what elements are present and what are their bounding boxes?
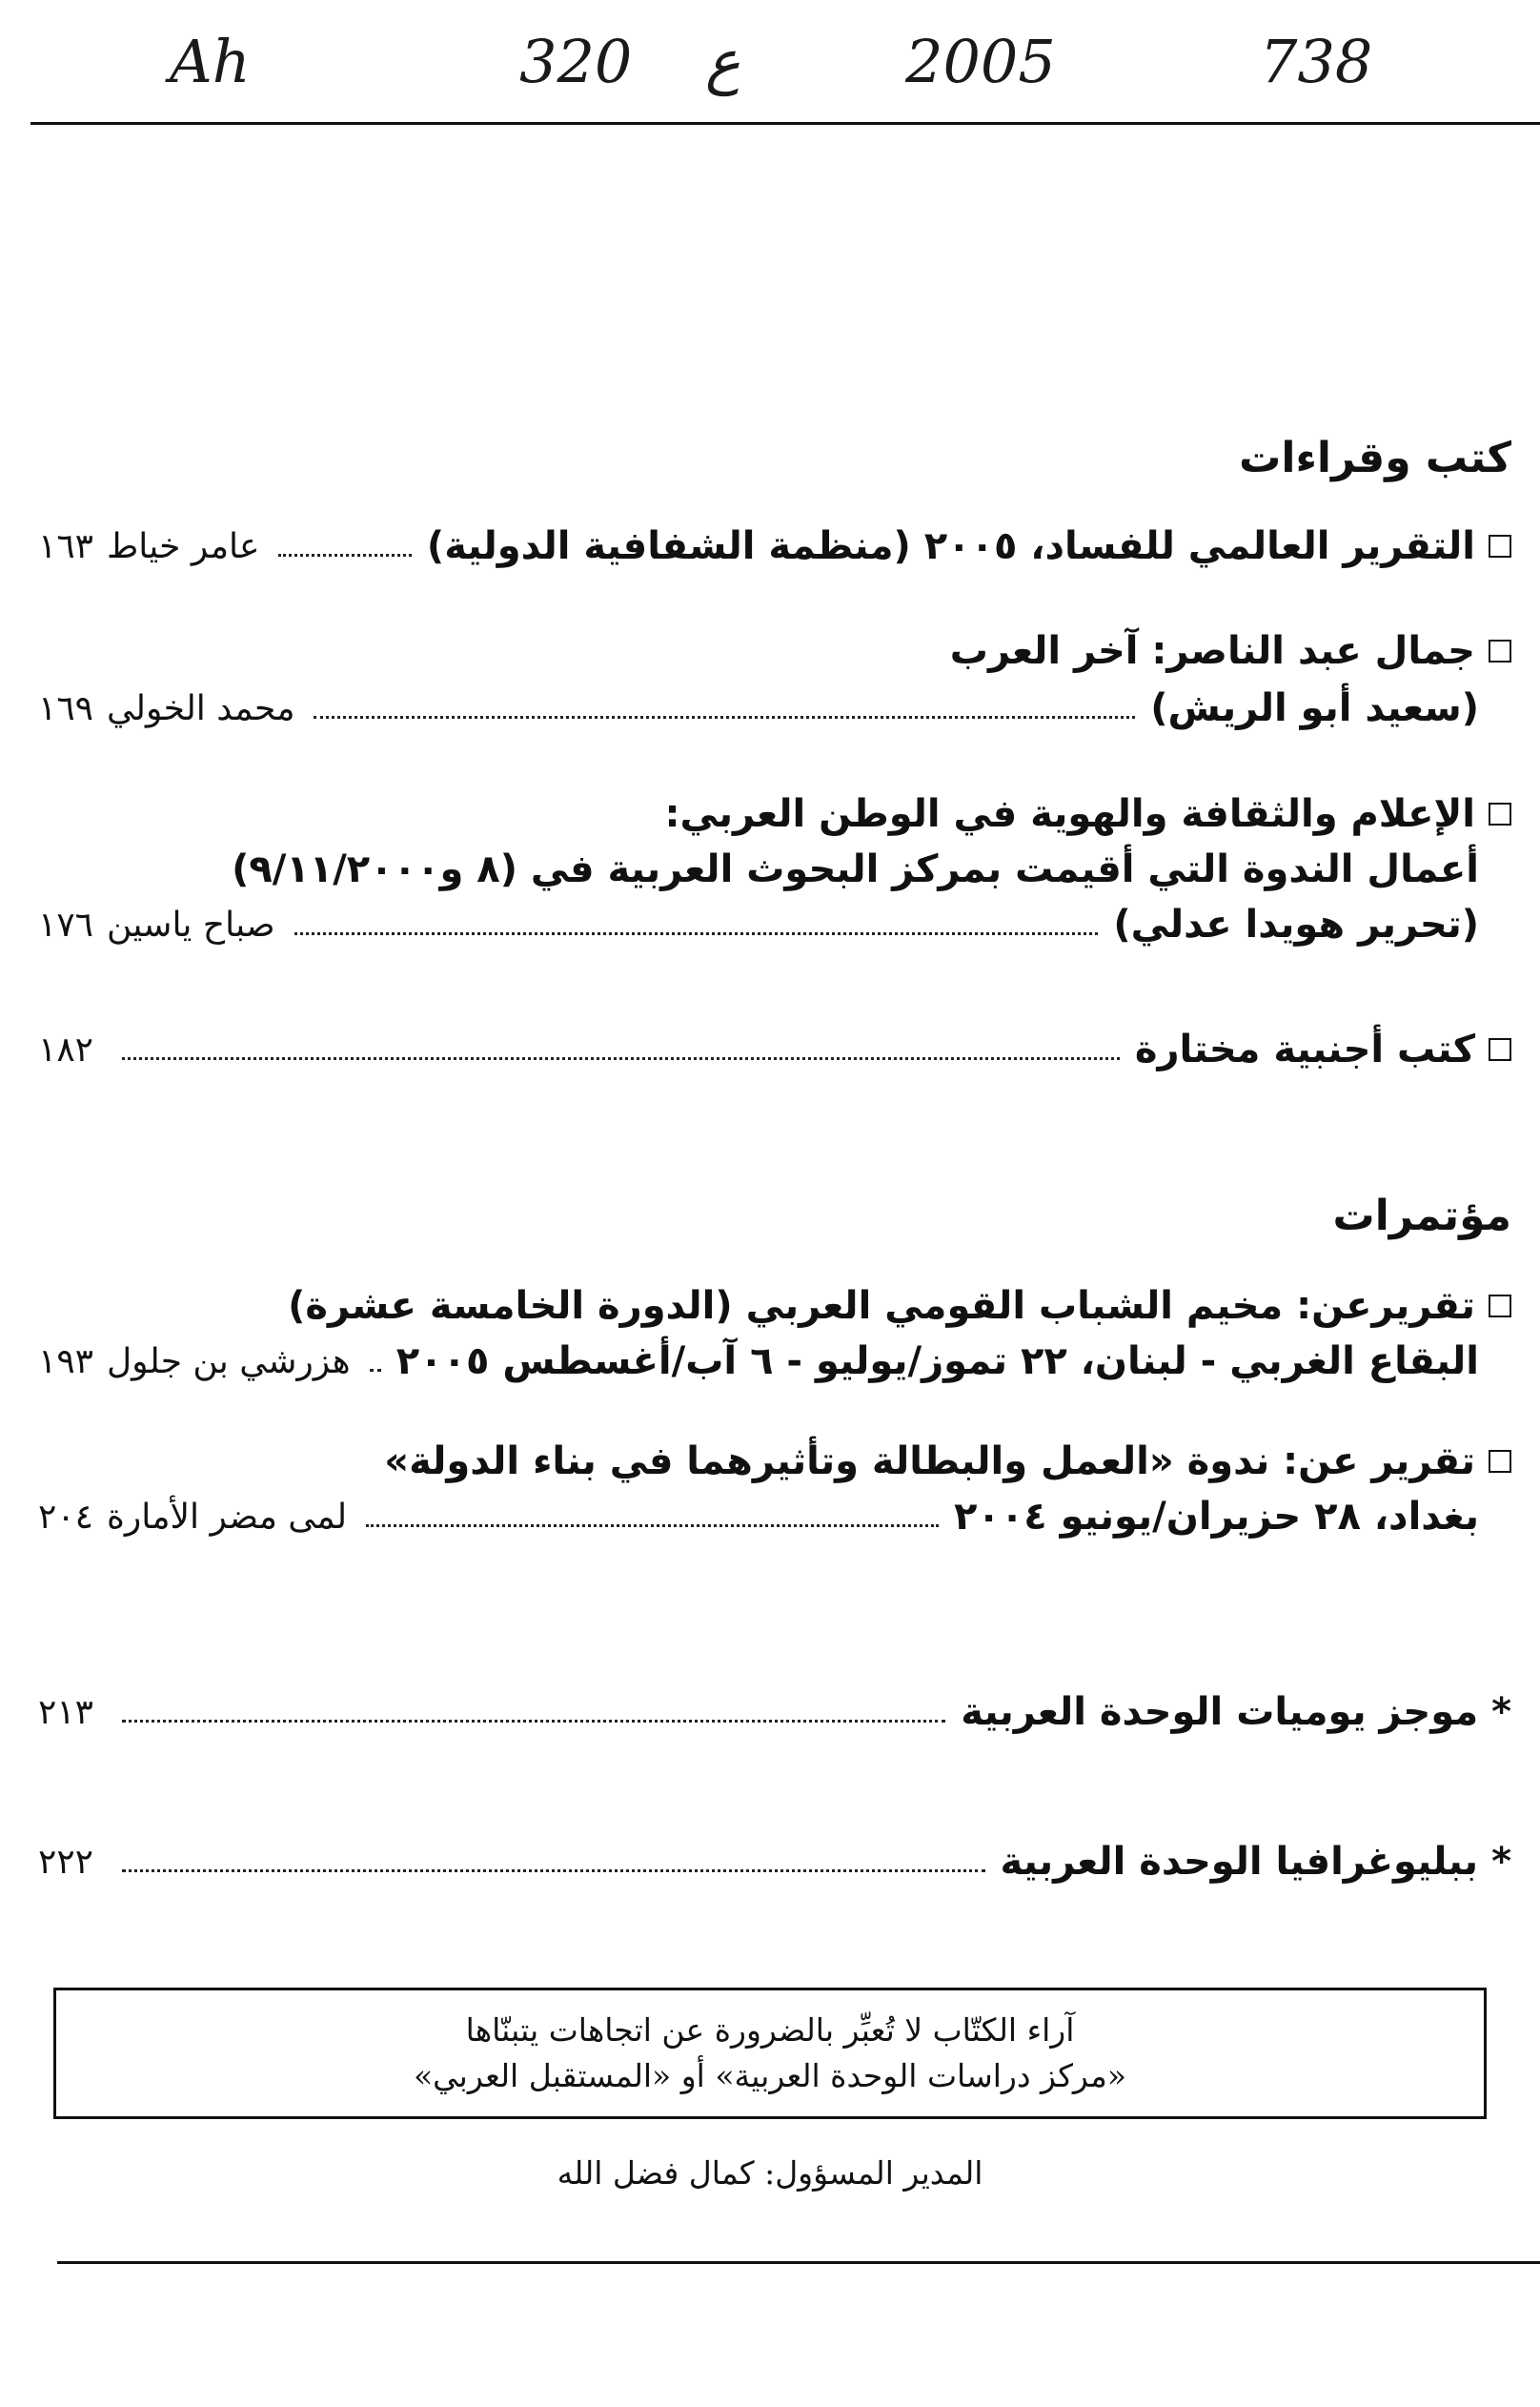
toc-line <box>38 520 1511 573</box>
entry-subtitle: البقاع الغربي - لبنان، ٢٢ تموز/يوليو - ٦ آب/أغسطس ٢٠٠٥ <box>395 1339 1479 1383</box>
entry-title: التقرير العالمي للفساد، ٢٠٠٥ (منظمة الشفافية الدولية) <box>426 524 1475 568</box>
handwritten-mark: 738 <box>1260 27 1373 96</box>
toc-line <box>38 1835 1511 1888</box>
entry-page: ١٦٩ <box>38 688 94 728</box>
entry-title: تقريرعن: مخيم الشباب القومي العربي (الدورة الخامسة عشرة) <box>288 1284 1475 1328</box>
entry-subtitle: (تحرير هويدا عدلي) <box>1113 903 1479 947</box>
checkbox-icon <box>1489 1450 1511 1473</box>
entry-page: ٢٢٢ <box>38 1842 94 1882</box>
entry-title: جمال عبد الناصر: آخر العرب <box>949 629 1475 673</box>
entry-title: ببليوغرافيا الوحدة العربية <box>1000 1840 1479 1884</box>
handwritten-mark: 320 <box>519 27 633 96</box>
entry-page: ٢٠٤ <box>38 1497 94 1537</box>
checkbox-icon <box>1489 535 1511 558</box>
toc-line <box>38 843 1511 896</box>
dot-leader <box>314 716 1135 719</box>
toc-line <box>38 624 1511 678</box>
handwritten-mark: Ah <box>170 27 251 96</box>
dot-leader <box>370 1369 381 1372</box>
managing-editor: المدير المسؤول: كمال فضل الله <box>557 2154 983 2192</box>
section-title-books: كتب وقراءات <box>1239 434 1511 482</box>
disclaimer-line: «مركز دراسات الوحدة العربية» أو «المستقبل العربي» <box>413 2057 1127 2094</box>
toc-line <box>38 1435 1511 1488</box>
dot-leader <box>122 1057 1120 1060</box>
entry-subtitle: (سعيد أبو الريش) <box>1150 686 1479 730</box>
asterisk-icon: * <box>1491 1690 1511 1734</box>
entry-title: كتب أجنبية مختارة <box>1134 1028 1475 1071</box>
entry-title: موجز يوميات الوحدة العربية <box>961 1690 1479 1734</box>
entry-page: ١٧٦ <box>38 905 94 945</box>
entry-author: صباح ياسين <box>107 905 275 945</box>
dot-leader <box>278 554 411 557</box>
entry-subtitle: أعمال الندوة التي أقيمت بمركز البحوث العربية في (٨ و٩/١١/٢٠٠٠) <box>232 847 1479 891</box>
checkbox-icon <box>1489 1295 1511 1317</box>
top-rule <box>30 122 1540 125</box>
entry-author: هزرشي بن جلول <box>107 1341 351 1381</box>
toc-line <box>38 1490 1511 1543</box>
toc-line <box>38 1279 1511 1333</box>
entry-title: تقرير عن: ندوة «العمل والبطالة وتأثيرهما في بناء الدولة» <box>384 1439 1475 1483</box>
disclaimer-line: آراء الكتّاب لا تُعبِّر بالضرورة عن اتجاهات يتبنّاها <box>465 2011 1075 2049</box>
entry-author: عامر خياط <box>107 526 260 566</box>
entry-author: لمى مضر الأمارة <box>107 1497 348 1537</box>
entry-title: الإعلام والثقافة والهوية في الوطن العربي: <box>664 792 1475 836</box>
section-title-conferences: مؤتمرات <box>1332 1192 1511 1240</box>
disclaimer-box <box>53 1988 1487 2119</box>
handwritten-mark: 2005 <box>905 27 1056 96</box>
asterisk-icon: * <box>1491 1840 1511 1884</box>
handwritten-mark: ع <box>705 27 740 96</box>
dot-leader <box>122 1720 945 1723</box>
entry-page: ١٦٣ <box>38 526 94 566</box>
toc-line <box>38 1023 1511 1076</box>
dot-leader <box>366 1524 939 1527</box>
checkbox-icon <box>1489 1038 1511 1061</box>
toc-line <box>38 898 1511 951</box>
toc-line <box>38 1685 1511 1739</box>
entry-subtitle: بغداد، ٢٨ حزيران/يونيو ٢٠٠٤ <box>954 1495 1479 1539</box>
dot-leader <box>122 1869 985 1872</box>
checkbox-icon <box>1489 640 1511 663</box>
entry-page: ٢١٣ <box>38 1692 94 1732</box>
toc-line <box>38 787 1511 841</box>
toc-line <box>38 1335 1511 1388</box>
bottom-rule <box>57 2261 1540 2264</box>
checkbox-icon <box>1489 803 1511 826</box>
entry-page: ١٨٢ <box>38 1030 94 1070</box>
toc-line <box>38 682 1511 735</box>
dot-leader <box>294 932 1099 935</box>
entry-author: محمد الخولي <box>107 688 295 728</box>
entry-page: ١٩٣ <box>38 1341 94 1381</box>
